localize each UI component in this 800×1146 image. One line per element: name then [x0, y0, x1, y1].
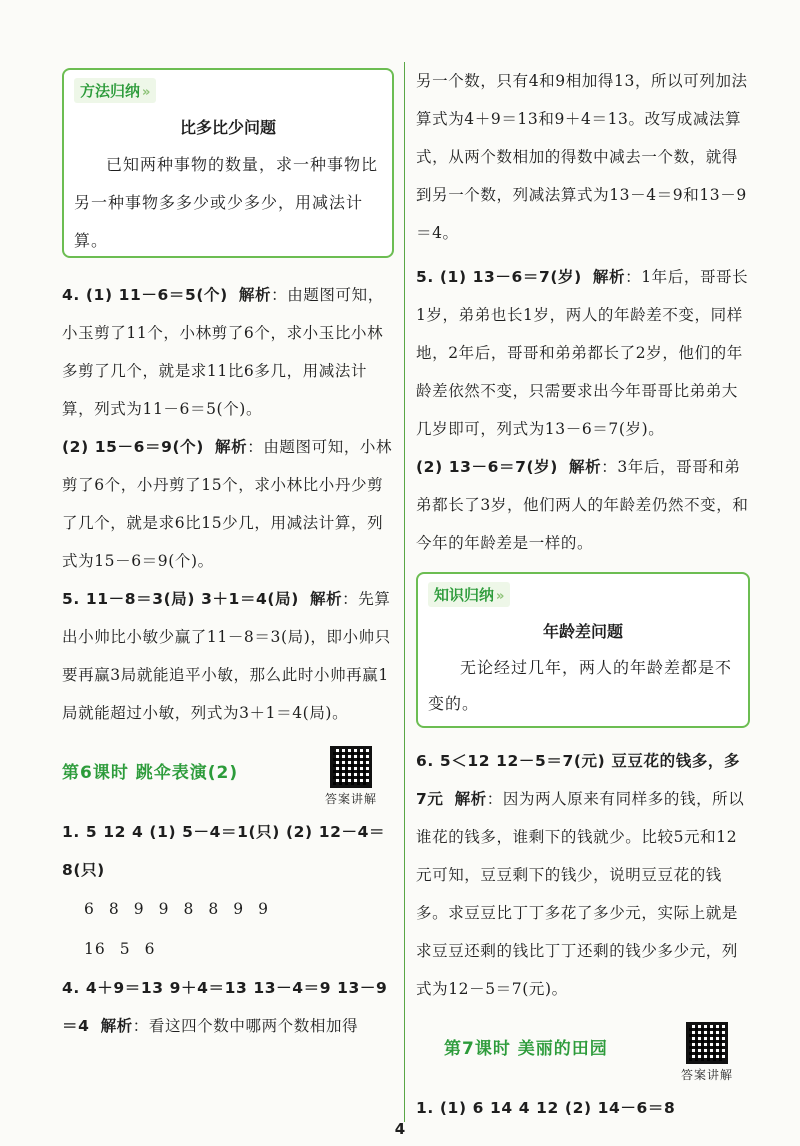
r-q5-2-label: 解析 — [569, 458, 602, 476]
r-q5-2-text: ：3年后，哥哥和弟弟都长了3岁，他们两人的年龄差仍然不变，和今年的年龄差是一样的。 — [416, 458, 749, 552]
answer-number: 8 — [183, 900, 195, 918]
l6-q1-line: 1. 5 12 4 (1) 5－4＝1(只) (2) 12－4＝8(只) — [62, 823, 386, 879]
answer-number: 6 — [84, 900, 95, 918]
method-summary-tag: 方法归纳 » — [74, 78, 156, 103]
lesson7-title: 第7课时 美丽的田园 — [444, 1039, 608, 1059]
r-q5-1-text: ：1年后，哥哥长1岁，弟弟也长1岁，两人的年龄差不变，同样地，2年后，哥哥和弟弟都长了2岁，他们的年龄差依然不变，只需要求出今年哥哥比弟弟大几岁即可，列式为13－6＝7(岁)。 — [416, 268, 749, 438]
lesson7-qr-label: 答案讲解 — [680, 1068, 733, 1082]
r-q5-2-paragraph — [416, 448, 750, 562]
q5-paragraph — [62, 580, 394, 732]
q4-1-paragraph — [62, 276, 394, 428]
method-summary-title: 比多比少问题 — [179, 118, 276, 137]
knowledge-summary-tag: 知识归纳 » — [428, 582, 510, 607]
answer-number: 6 — [144, 940, 156, 958]
l6-q1-paragraph — [62, 813, 394, 889]
r-q6-label: 解析 — [454, 790, 487, 808]
q4-1-text: ：由题图可知，小玉剪了11个，小林剪了6个，求小玉比小林多剪了几个，就是求11比6多几，用减法计算，列式为11－6＝5(个)。 — [62, 286, 384, 418]
q5-text: ：先算出小帅比小敏少赢了11－8＝3(局)，即小帅只要再赢3局就能追平小敏，那么此时小帅再赢1局就能超过小敏，列式为3＋1＝4(局)。 — [62, 590, 391, 722]
r-q5-1-paragraph — [416, 258, 750, 448]
lesson6-title: 第6课时 跳伞表演(2) — [62, 763, 239, 783]
method-summary-body: 已知两种事物的数量，求一种事物比另一种事物多多少或少多少，用减法计算。 — [74, 155, 379, 250]
knowledge-summary-body: 无论经过几年，两人的年龄差都是不变的。 — [428, 658, 733, 713]
knowledge-summary-title: 年龄差问题 — [542, 622, 623, 641]
answer-number: 9 — [258, 900, 269, 918]
q4-2-answer: (2) 15－6＝9(个) — [62, 438, 204, 456]
right-column — [416, 62, 750, 1127]
l6-number-row-2 — [62, 929, 394, 969]
column-divider — [404, 62, 405, 1122]
qr-code-icon[interactable] — [330, 746, 372, 788]
q4-2-text: ：由题图可知，小林剪了6个，小丹剪了15个，求小林比小丹少剪了几个，就是求6比15少几，用减法计算，列式为15－6＝9(个)。 — [62, 438, 393, 570]
knowledge-summary-box — [416, 572, 750, 728]
l6-number-row-1 — [62, 889, 394, 929]
chevron-right-icon: » — [496, 589, 505, 604]
q4-1-answer: 4. (1) 11－6＝5(个) — [62, 286, 228, 304]
answer-number: 9 — [158, 900, 170, 918]
q4-2-label: 解析 — [215, 438, 248, 456]
l6-q4-label: 解析 — [100, 1017, 133, 1035]
q5-label: 解析 — [309, 590, 343, 608]
r-q6-answer: 6. 5＜12 12－5＝7(元) 豆豆花的钱多，多7元 — [416, 752, 741, 808]
answer-number: 9 — [133, 900, 145, 918]
l6-q4-paragraph — [62, 969, 394, 1045]
answer-number: 16 — [84, 940, 106, 958]
q4-1-label: 解析 — [238, 286, 272, 304]
lesson7-header — [416, 1022, 750, 1083]
method-summary-box — [62, 68, 394, 258]
r-q5-1-label: 解析 — [592, 268, 626, 286]
answer-number: 5 — [119, 940, 131, 958]
r-q5-2-answer: (2) 13－6＝7(岁) — [416, 458, 558, 476]
q4-2-paragraph — [62, 428, 394, 580]
answer-number: 8 — [108, 900, 120, 918]
lesson6-qr[interactable] — [308, 746, 394, 807]
r-q6-paragraph — [416, 742, 750, 1008]
answer-number: 9 — [233, 900, 245, 918]
r-continuation-paragraph: 另一个数，只有4和9相加得13，所以可列加法算式为4＋9＝13和9＋4＝13。改写成减法算式，从两个数相加的得数中减去一个数，就得到另一个数，列减法算式为13－4＝9和13－9＝4。 — [416, 72, 748, 242]
r-q6-text: ：因为两人原来有同样多的钱，所以谁花的钱多，谁剩下的钱就少。比较5元和12元可知，豆豆剩下的钱少，说明豆豆花的钱多。求豆豆比丁丁多花了多少元，实际上就是求豆豆还剩的钱比丁丁还剩的钱少多少元，列式为12－5＝7(元)。 — [416, 790, 745, 998]
l6-q4-answer: 4. 4＋9＝13 9＋4＝13 13－4＝9 13－9＝4 — [62, 979, 388, 1035]
lesson6-header — [62, 746, 394, 807]
chevron-right-icon: » — [142, 85, 151, 100]
lesson6-qr-label: 答案讲解 — [324, 792, 377, 806]
page-number: 4 — [394, 1120, 406, 1138]
left-column — [62, 68, 394, 1045]
r-q5-1-answer: 5. (1) 13－6＝7(岁) — [416, 268, 582, 286]
l7-q1-line: 1. (1) 6 14 4 12 (2) 14－6＝8 — [416, 1099, 676, 1117]
l6-q4-text: ：看这四个数中哪两个数相加得 — [132, 1017, 359, 1035]
q5-answer: 5. 11－8＝3(局) 3＋1＝4(局) — [62, 590, 299, 608]
answer-number: 8 — [208, 900, 220, 918]
lesson7-qr[interactable] — [664, 1022, 750, 1083]
qr-code-icon[interactable] — [686, 1022, 728, 1064]
